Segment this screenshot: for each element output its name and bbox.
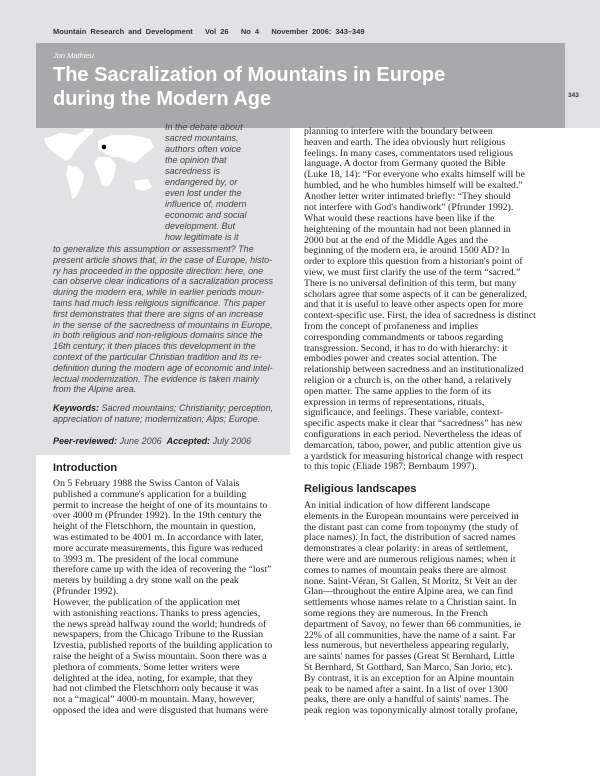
accepted-date: July 2006 [210,436,252,446]
page-number: 343 [568,92,579,99]
world-map-icon [40,127,158,217]
abstract-text: to generalize this assumption or assessment? The present article shows that, in the case of Europe, histo- ry has proceeded in the opposite direction: here, one can observe clear indications of a sacralization process during the modern era, while in earlier periods moun- tains had much less religious significance. This paper first demonstrates that there are signs of an increase in the sense of the sacredness of mountains in Europe, in both religious and non-religious domains since the 16th century; it then places this development in the context of the particular Christian tradition and its re- definition during the modern age of economic and intel- lectual modernization. The evidence is taken mainly from the Alpine area. [53,244,274,395]
abstract-intro: In the debate about sacred mountains, authors often voice the opinion that sacredness is endangered by, or even lost under the influence of, modern economic and social development. But how legitimate is it [165,122,247,242]
keywords-list: Sacred mountains; Christianity; perception, appreciation of nature; modernization; Alps; Europe. [53,403,274,424]
author: Jon Mathieu [53,51,94,60]
review-dates [53,436,251,447]
right-paragraph-2: What would these reactions have been like if the heightening of the mountain had not been planned in 2000 but at the end of the Middle Ages and the beginning of the modern era, ie around 1500 AD? In order to explore this question from a historian's point of view, we must first clarify the use of the term “sacred.” There is no universal definition of this term, but many scholars agree that some aspects of it can be generalized, and that it is useful to leave other aspects open for more context-specific use. First, the idea of sacredness is distinct from the concept of profaneness and implies corresponding commandments or taboos regarding transgression. Second, it has to do with hierarchy: it embodies power and creates social attention. The relationship between sacredness and an institutionalized religion or a church is, on the other hand, a relatively open matter. The same applies to the form of its expression in terms of representations, rituals, significance, and feelings. These variable, context- specific aspects make it clear that “sacredness” has new configurations in each period. Nevertheless the ideas of demarcation, taboo, power, and public attention give us a yardstick for measuring historical change with respect to this topic (Eliade 1987; Bernbaum 1997). [304,213,536,473]
accepted-label: Accepted: [166,436,211,446]
peer-reviewed-date: June 2006 [117,436,167,446]
right-paragraph-1: planning to interfere with the boundary between heaven and earth. The idea obviously hurt religious feelings. In many cases, commentators used religious language. A doctor from Germany quoted the Bible (Luke 18, 14): “For everyone who exalts himself will be humbled, and he who humbles himself will be exalted.” Another letter writer intimated briefly: “They should not interfere with God's handiwork” (Pfrunder 1992). [304,126,525,213]
article-title: The Sacralization of Mountains in Europe during the Modern Age [53,64,446,110]
intro-paragraph-2: However, the publication of the application met with astonishing reactions. Thanks to press agencies, the news spread halfway round the world; hundreds of newspapers, from the Chicago Tribune to the Russian Izvestia, published reports of the building application to raise the height of a Swiss mountain. Soon there was a plethora of comments. Some letter writers were delighted at the idea, noting, for example, that they had not climbed the Fletschhorn only because it was not a “magical” 4000-m mountain. Many, however, opposed the idea and were disgusted that humans were [53,597,273,716]
intro-paragraph-1: On 5 February 1988 the Swiss Canton of Valais published a commune's application for a building permit to increase the height of one of its mountains to over 4000 m (Pfrunder 1992). In the 19th century the height of the Fletschhorn, the mountain in question, was estimated to be 4001 m. In accordance with later, more accurate measurements, this figure was reduced to 3993 m. The president of the local commune therefore came up with the idea of recovering the “lost” meters by building a dry stone wall on the peak (Pfrunder 1992). [53,478,272,597]
title-banner [36,43,565,128]
journal-citation: Mountain Research and Development Vol 26 No 4 November 2006: 343–349 [53,27,365,36]
keywords [53,403,273,425]
peer-reviewed-label: Peer-reviewed: [53,436,118,446]
introduction-heading: Introduction [53,462,118,474]
religious-landscapes-heading: Religious landscapes [304,483,417,495]
right-paragraph-3: An initial indication of how different landscape elements in the European mountains were perceived in the distant past can come from toponymy (the study of place names). In fact, the distribution of sacred names demonstrates a clear polarity: in areas of settlement, there were and are numerous religious names; when it comes to names of mountain peaks there are almost none. Saint-Véran, St Gallen, St Moritz, St Veit an der Glan—throughout the entire Alpine area, we can find settlements whose names relate to a Christian saint. In some regions they are numerous. In the French department of Savoy, no fewer than 66 communities, ie 22% of all communities, have the name of a saint. Far less numerous, but nevertheless appearing regularly, are saints' names for passes (Great St Bernhard, Little St Bernhard, St Gotthard, San Marco, San Jorio, etc). By contrast, it is an exception for an Alpine mountain peak to be named after a saint. In a list of over 1300 peaks, there are only a handful of saints' names. The peak region was toponymically almost totally profane, [304,500,522,717]
keywords-label: Keywords: [53,403,100,413]
